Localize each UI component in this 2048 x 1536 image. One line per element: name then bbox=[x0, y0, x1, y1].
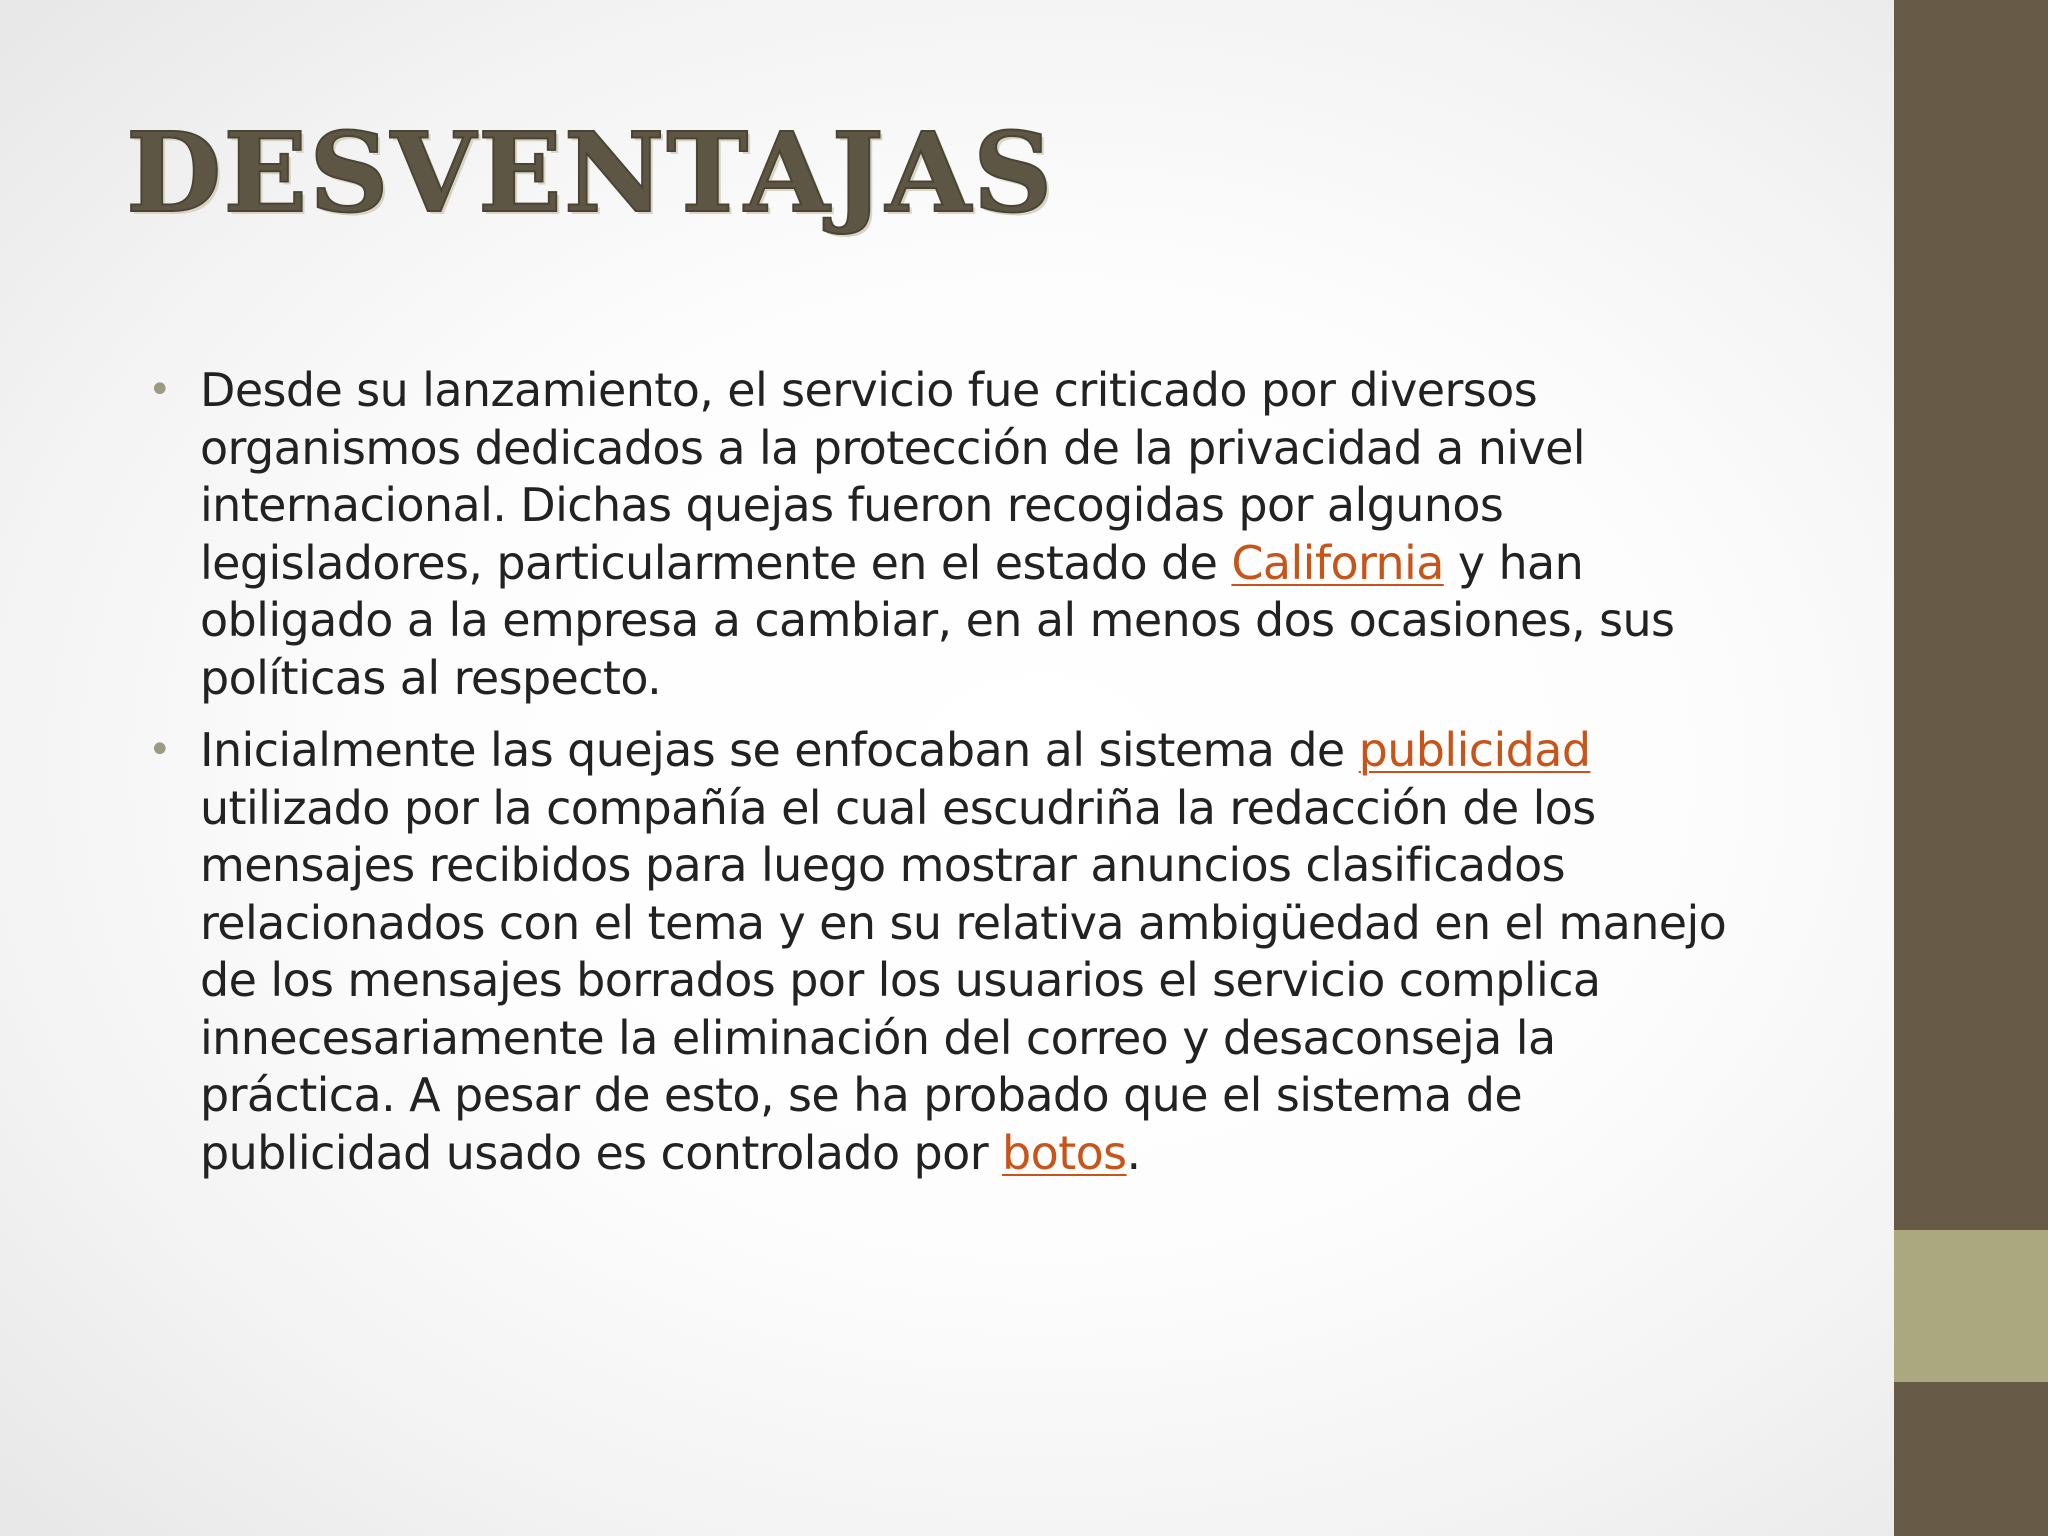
bullet-text: . bbox=[1126, 1125, 1141, 1180]
side-decorative-accent bbox=[1894, 1230, 2048, 1382]
bullet-text: utilizado por la compañía el cual escudriña la redacción de los mensajes recibidos para luego mostrar anuncios clasificados relacionados con el tema y en su relativa ambigüedad en el manejo de los mensajes borrados por los usuarios el servicio complica innecesariamente la eliminación del correo y desaconseja la práctica. A pesar de esto, se ha probado que el sistema de publicidad usado es controlado por bbox=[200, 780, 1727, 1180]
link-botos[interactable]: botos bbox=[1002, 1125, 1127, 1180]
bullet-item-1 bbox=[148, 362, 1760, 707]
bullet-list bbox=[148, 362, 1760, 1197]
bullet-text: Inicialmente las quejas se enfocaban al sistema de bbox=[200, 723, 1359, 777]
bullet-text: y han obligado a la empresa a cambiar, en al menos dos ocasiones, sus políticas al respecto. bbox=[200, 535, 1675, 705]
link-publicidad[interactable]: publicidad bbox=[1358, 723, 1591, 777]
bullet-marker-icon: • bbox=[148, 367, 171, 413]
bullet-text: Desde su lanzamiento, el servicio fue criticado por diversos organismos dedicados a la protección de la privacidad a nivel internacional. Dichas quejas fueron recogidas por algunos legisladores, particularmente en el estado de bbox=[200, 363, 1585, 590]
link-california[interactable]: California bbox=[1231, 535, 1444, 590]
bullet-item-2 bbox=[148, 722, 1760, 1182]
bullet-marker-icon: • bbox=[148, 727, 171, 773]
slide-title: DESVENTAJAS bbox=[126, 108, 1055, 237]
